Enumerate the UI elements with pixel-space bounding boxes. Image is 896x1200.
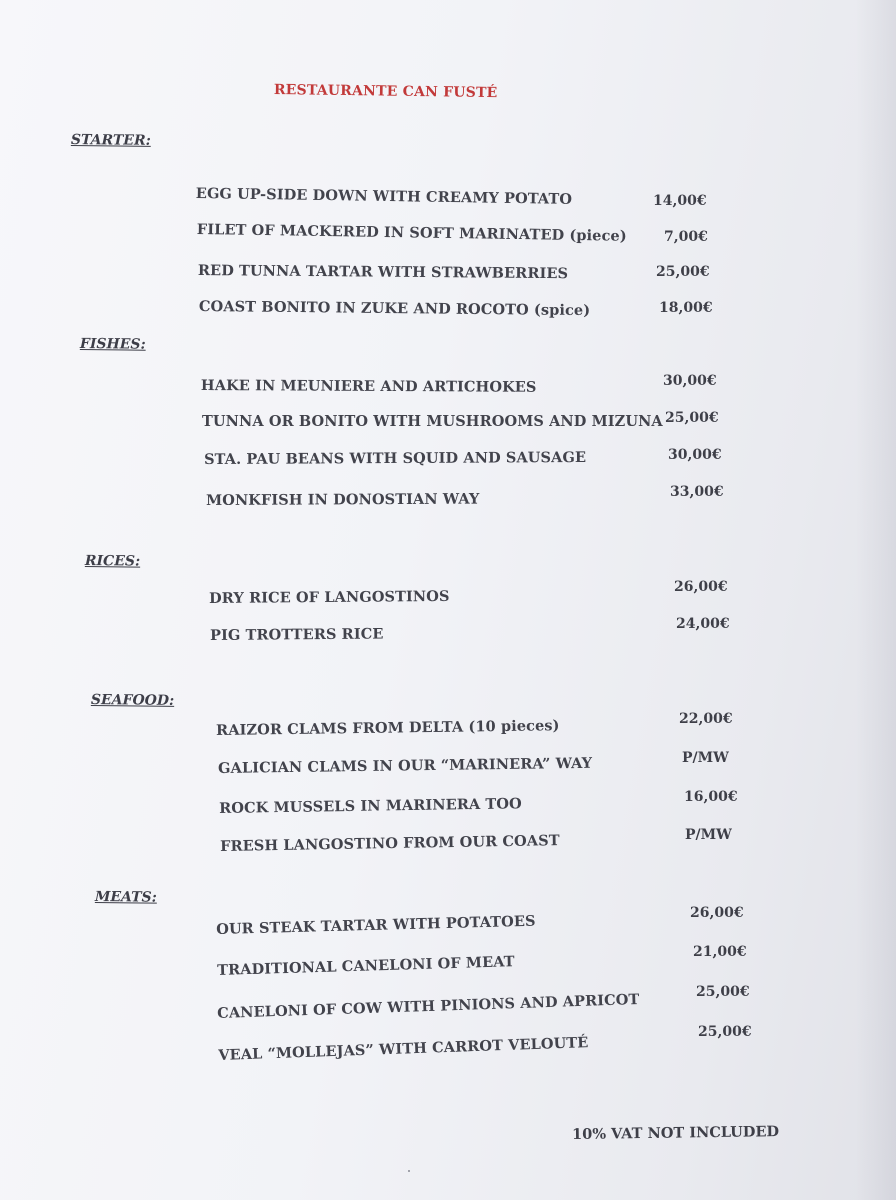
menu-item-name: COAST BONITO IN ZUKE AND ROCOTO (spice): [198, 298, 591, 320]
menu-item-price: P/MW: [682, 750, 729, 766]
menu-item-name: PIG TROTTERS RICE: [210, 625, 384, 644]
section-heading-meats: MEATS:: [94, 889, 157, 906]
vat-note: 10% VAT NOT INCLUDED: [572, 1123, 780, 1143]
section-heading-starter: STARTER:: [70, 132, 151, 149]
menu-item-price: 18,00€: [659, 300, 713, 316]
menu-item-price: 25,00€: [698, 1024, 752, 1040]
menu-item-price: 7,00€: [664, 229, 708, 245]
section-heading-rices: RICES:: [84, 553, 141, 570]
menu-item-price: 30,00€: [663, 373, 717, 389]
menu-item-name: RAIZOR CLAMS FROM DELTA (10 pieces): [216, 717, 560, 739]
menu-item-price: 25,00€: [656, 264, 710, 280]
menu-item-name: RED TUNNA TARTAR WITH STRAWBERRIES: [197, 262, 569, 283]
menu-item-name: STA. PAU BEANS WITH SQUID AND SAUSAGE: [204, 448, 587, 468]
paper-shadow: [856, 0, 896, 1200]
menu-item-price: 24,00€: [676, 616, 730, 632]
menu-item-name: CANELONI OF COW WITH PINIONS AND APRICOT: [217, 990, 640, 1022]
menu-item-name: VEAL “MOLLEJAS” WITH CARROT VELOUTÉ: [218, 1034, 589, 1064]
paper-speck: [408, 1170, 410, 1172]
menu-item-price: 25,00€: [696, 984, 750, 1000]
menu-item-price: 14,00€: [653, 193, 707, 209]
menu-item-name: EGG UP-SIDE DOWN WITH CREAMY POTATO: [195, 185, 573, 208]
menu-item-price: 16,00€: [684, 789, 738, 805]
menu-item-price: 30,00€: [668, 447, 722, 463]
menu-item-price: 25,00€: [665, 410, 719, 426]
menu-item-price: 33,00€: [670, 484, 724, 500]
menu-item-name: TRADITIONAL CANELONI OF MEAT: [217, 953, 515, 979]
menu-item-price: P/MW: [685, 827, 732, 843]
menu-item-name: OUR STEAK TARTAR WITH POTATOES: [216, 912, 536, 938]
menu-item-name: ROCK MUSSELS IN MARINERA TOO: [219, 795, 522, 817]
menu-item-name: MONKFISH IN DONOSTIAN WAY: [206, 490, 480, 509]
menu-item-name: DRY RICE OF LANGOSTINOS: [209, 587, 450, 607]
restaurant-title: RESTAURANTE CAN FUSTÉ: [273, 82, 498, 102]
menu-item-price: 21,00€: [693, 944, 747, 960]
menu-item-price: 26,00€: [674, 579, 728, 595]
menu-item-name: HAKE IN MEUNIERE AND ARTICHOKES: [200, 377, 537, 396]
section-heading-fishes: FISHES:: [79, 336, 146, 353]
menu-item-name: GALICIAN CLAMS IN OUR “MARINERA” WAY: [218, 754, 593, 777]
menu-item-price: 22,00€: [679, 711, 733, 727]
menu-item-name: FILET OF MACKERED IN SOFT MARINATED (piece): [196, 221, 627, 245]
menu-item-name: TUNNA OR BONITO WITH MUSHROOMS AND MIZUNA: [202, 413, 663, 430]
menu-item-name: FRESH LANGOSTINO FROM OUR COAST: [220, 832, 560, 855]
menu-item-price: 26,00€: [690, 905, 744, 921]
section-heading-seafood: SEAFOOD:: [90, 692, 175, 709]
